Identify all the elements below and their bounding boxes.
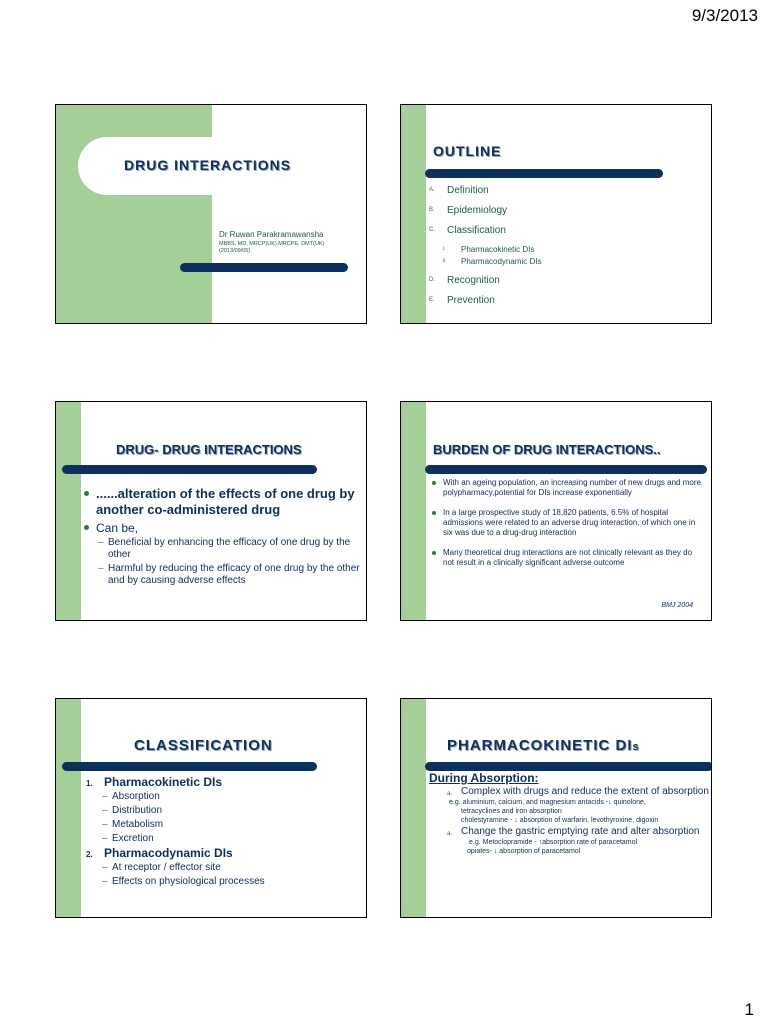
bullet-dot-icon — [432, 511, 436, 515]
sub-bullet — [86, 804, 356, 818]
slide-body — [86, 775, 356, 889]
green-sidebar — [401, 105, 426, 323]
dash-icon: – — [98, 537, 104, 548]
example-line: opiates- ↓ absorption of paracetamol — [467, 848, 581, 855]
numbered-item-label: Pharmacodynamic DIs — [104, 846, 233, 860]
author-name: Dr Ruwan Parakramawansha — [219, 230, 324, 239]
outline-subitem-label: Pharmacodynamic DIs — [461, 257, 542, 266]
bullet-item — [82, 521, 362, 535]
bullet-text: ......alteration of the effects of one drug by another co-administered drug — [96, 486, 355, 517]
title-main: PHARMACOKINETIC DI — [447, 737, 633, 754]
bullet-text: Many theoretical drug interactions are not clinically relevant as they do not result in a clinically significant adverse outcome — [443, 548, 693, 567]
numbered-item-label: Pharmacokinetic DIs — [104, 775, 223, 789]
example-line: e.g. aluminium, calcium, and magnesium antacids -↓ quinolone, — [449, 799, 646, 806]
list-marker: 1. — [86, 779, 93, 788]
list-marker: 2. — [86, 850, 93, 859]
slide-body — [429, 771, 712, 856]
list-marker: C. — [429, 227, 435, 233]
slide-title-text: DRUG INTERACTIONS — [124, 157, 292, 173]
example-line: e.g. Metoclopramide - ↑absorption rate of paracetamol — [469, 839, 638, 846]
outline-item-label: Definition — [447, 185, 489, 196]
sub-bullet-text: Beneficial by enhancing the efficacy of one drug by the other — [108, 537, 351, 560]
list-marker: a. — [447, 831, 453, 837]
print-date: 9/3/2013 — [691, 6, 758, 25]
outline-item-label: Recognition — [447, 275, 500, 286]
bullet-text: Can be, — [96, 521, 139, 535]
sub-bullet-text: Harmful by reducing the efficacy of one drug by the other and by causing adverse effects — [108, 563, 360, 586]
reference-citation: BMJ 2004 — [661, 602, 693, 609]
sub-bullet — [82, 537, 362, 561]
author-qualifications — [219, 241, 324, 255]
outline-subitem-label: Pharmacokinetic DIs — [461, 245, 535, 254]
slide-body — [82, 486, 362, 587]
sub-bullet-text: Excretion — [112, 833, 154, 844]
sub-bullet-text: Absorption — [112, 791, 160, 802]
sub-bullet — [86, 832, 356, 846]
list-marker: A. — [429, 187, 435, 193]
outline-item-label: Classification — [447, 225, 506, 236]
green-sidebar — [401, 699, 426, 917]
list-marker: B. — [429, 207, 435, 213]
sub-bullet — [82, 563, 362, 587]
bullet-dot-icon — [432, 551, 436, 555]
slide-body — [431, 478, 701, 578]
slide-burden — [400, 401, 712, 621]
page-number: 1 — [744, 1000, 754, 1019]
navy-divider — [180, 263, 348, 272]
example-line: tetracyclines and iron absorption — [461, 808, 562, 815]
green-sidebar — [401, 402, 426, 620]
list-marker: E. — [429, 297, 435, 303]
sub-bullet — [86, 790, 356, 804]
lettered-item-text: Change the gastric emptying rate and alter absorption — [461, 826, 700, 837]
slide-title-text — [447, 737, 640, 754]
slide-title-text: DRUG- DRUG INTERACTIONS — [116, 442, 302, 457]
dash-icon: – — [102, 876, 108, 887]
lettered-item — [429, 786, 712, 798]
outline-item-label: Prevention — [447, 295, 495, 306]
list-marker: i. — [443, 246, 446, 252]
sub-bullet — [86, 861, 356, 875]
qualifications-line: MBBS, MD, MRCP(UK),MRCPE, DMT(UK) — [219, 241, 325, 247]
navy-divider — [425, 169, 663, 178]
bullet-dot-icon — [84, 525, 89, 530]
bullet-text: In a large prospective study of 18,820 patients, 6.5% of hospital admissions were related to an adverse drug interaction, of which one in six was due to a drug-drug interaction — [443, 508, 696, 537]
slide-drug-drug-interactions — [55, 401, 367, 621]
example-line: cholestyramine - ↓ absorption of warfarin, levothyroxine, digoxin — [461, 817, 659, 824]
slide-title-text: OUTLINE — [433, 143, 502, 159]
numbered-item — [86, 846, 356, 861]
slide-title-text: BURDEN OF DRUG INTERACTIONS.. — [433, 442, 661, 457]
qualifications-date: (2013/09/05) — [219, 248, 251, 254]
dash-icon: – — [102, 862, 108, 873]
sub-bullet-text: At receptor / effector site — [112, 862, 221, 873]
outline-item-label: Epidemiology — [447, 205, 508, 216]
navy-divider — [425, 465, 707, 474]
bullet-dot-icon — [432, 481, 436, 485]
slide-outline — [400, 104, 712, 324]
title-suffix: s — [632, 741, 640, 753]
dash-icon: – — [102, 791, 108, 802]
bullet-dot-icon — [84, 491, 89, 496]
slide-classification — [55, 698, 367, 918]
green-sidebar — [56, 699, 81, 917]
green-sidebar — [56, 402, 81, 620]
sub-bullet — [86, 818, 356, 832]
sub-bullet-text: Distribution — [112, 805, 163, 816]
bullet-item — [82, 486, 362, 518]
list-marker: a. — [447, 791, 453, 797]
bullet-text: With an ageing population, an increasing number of new drugs and more polypharmacy,potential for DIs increase exponentially — [443, 478, 701, 497]
bullet-item — [431, 508, 701, 538]
bullet-item — [431, 548, 701, 568]
numbered-item — [86, 775, 356, 790]
lettered-item — [429, 826, 712, 838]
slide-title-text: CLASSIFICATION — [134, 737, 273, 754]
list-marker: ii. — [443, 258, 447, 264]
slide-pharmacokinetic — [400, 698, 712, 918]
bullet-item — [431, 478, 701, 498]
sub-bullet — [86, 875, 356, 889]
navy-divider — [62, 762, 317, 771]
dash-icon: – — [102, 819, 108, 830]
section-heading: During Absorption: — [429, 771, 539, 785]
dash-icon: – — [98, 563, 104, 574]
dash-icon: – — [102, 833, 108, 844]
list-marker: D. — [429, 277, 435, 283]
slide-title — [55, 104, 367, 324]
dash-icon: – — [102, 805, 108, 816]
sub-bullet-text: Effects on physiological processes — [112, 876, 265, 887]
navy-divider — [62, 465, 317, 474]
navy-divider — [425, 762, 712, 771]
lettered-item-text: Complex with drugs and reduce the extent of absorption — [461, 786, 709, 797]
sub-bullet-text: Metabolism — [112, 819, 164, 830]
